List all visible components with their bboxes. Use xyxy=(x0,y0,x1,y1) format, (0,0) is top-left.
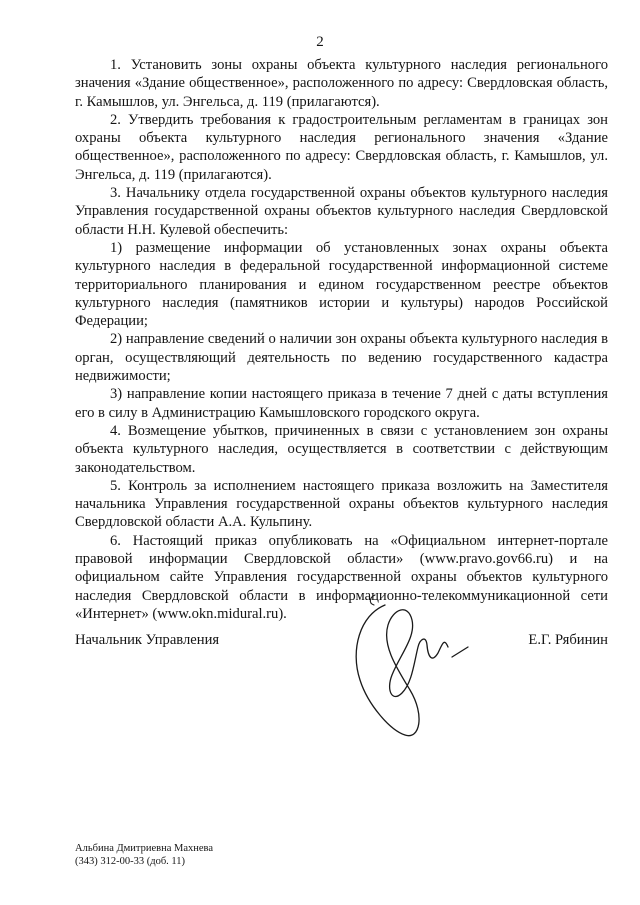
executor-phone: (343) 312-00-33 (доб. 11) xyxy=(75,856,186,867)
executor-name: Альбина Дмитриевна Махнева xyxy=(75,843,214,854)
subparagraph-3-2: 2) направление сведений о наличии зон охраны объекта культурного наследия в орган, осуществляющий деятельность по ведению государственного кадастра недвижимости; xyxy=(75,331,608,385)
document-body xyxy=(75,56,608,623)
signatory-position: Начальник Управления xyxy=(75,632,220,648)
paragraph-6: 6. Настоящий приказ опубликовать на «Официальном интернет-портале правовой информации Свердловской области» (www.pravo.gov66.ru) и на официальном сайте Управления государственной охраны объектов культурного наследия Свердловской области в информационно-телекоммуникационной сети «Интернет» (www.okn.midural.ru). xyxy=(75,532,608,622)
handwritten-signature xyxy=(330,575,480,755)
paragraph-5: 5. Контроль за исполнением настоящего приказа возложить на Заместителя начальника Управления государственной охраны объектов культурного наследия Свердловской области А.А. Кульпину. xyxy=(75,477,608,531)
paragraph-3: 3. Начальнику отдела государственной охраны объектов культурного наследия Управления государственной охраны объектов культурного наследия Свердловской области Н.Н. Кулевой обеспечить: xyxy=(75,185,608,238)
page-number: 2 xyxy=(316,34,324,50)
subparagraph-3-1: 1) размещение информации об установленных зонах охраны объекта культурного наследия в федеральной государственной информационной системе территориального планирования и едином государственном реестре объектов культурного наследия (памятников истории и культуры) народов Российской Федерации; xyxy=(75,239,608,330)
subparagraph-3-3: 3) направление копии настоящего приказа в течение 7 дней с даты вступления его в силу в Администрацию Камышловского городского округа. xyxy=(75,386,608,421)
paragraph-2: 2. Утвердить требования к градостроительным регламентам в границах зон охраны объекта культурного наследия регионального значения «Здание общественное», расположенного по адресу: Свердловская область, г. Камышлов, ул. Энгельса, д. 119 (прилагаются). xyxy=(75,111,608,183)
executor-footer xyxy=(75,842,213,868)
paragraph-4: 4. Возмещение убытков, причиненных в связи с установлением зон охраны объекта культурного наследия, осуществляется в соответствии с действующим законодательством. xyxy=(75,422,608,476)
signatory-name: Е.Г. Рябинин xyxy=(528,632,608,648)
paragraph-1: 1. Установить зоны охраны объекта культурного наследия регионального значения «Здание общественное», расположенного по адресу: Свердловская область, г. Камышлов, ул. Энгельса, д. 119 (прилагаются). xyxy=(75,57,608,110)
